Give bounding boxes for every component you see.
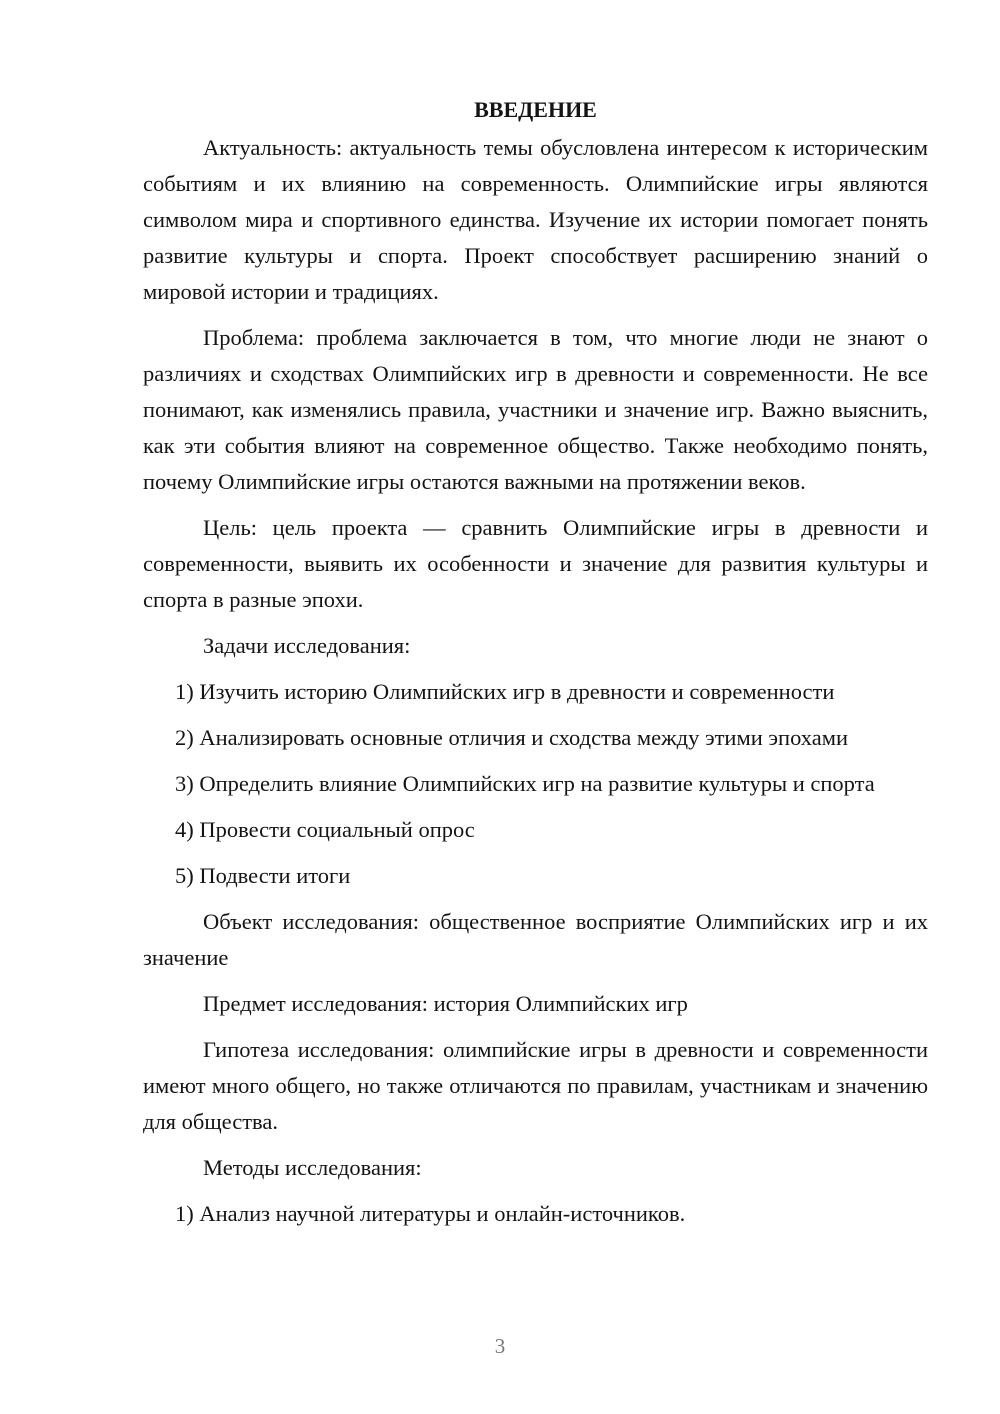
problem-paragraph: Проблема: проблема заключается в том, что многие люди не знают о различиях и сходствах Олимпийских игр в древности и современности. Не все понимают, как изменялись правила, участники и значение игр. Важно выяснить, как эти события влияют на современное общество. Также необходимо понять, почему Олимпийские игры остаются важными на протяжении веков. (143, 325, 928, 494)
object-paragraph: Объект исследования: общественное восприятие Олимпийских игр и их значение (143, 909, 928, 970)
method-item: 1) Анализ научной литературы и онлайн-источников. (175, 1201, 686, 1226)
task-item: 1) Изучить историю Олимпийских игр в древности и современности (175, 679, 835, 704)
task-item: 4) Провести социальный опрос (175, 817, 475, 842)
methods-heading: Методы исследования: (203, 1155, 422, 1180)
section-title: ВВЕДЕНИЕ (474, 97, 597, 122)
document-page (143, 92, 928, 1242)
task-item: 3) Определить влияние Олимпийских игр на развитие культуры и спорта (175, 771, 875, 796)
hypothesis-paragraph: Гипотеза исследования: олимпийские игры в древности и современности имеют много общего, но также отличаются по правилам, участникам и значению для общества. (143, 1037, 928, 1134)
task-item: 5) Подвести итоги (175, 863, 351, 888)
goal-paragraph: Цель: цель проекта — сравнить Олимпийские игры в древности и современности, выявить их особенности и значение для развития культуры и спорта в разные эпохи. (143, 515, 928, 612)
task-item: 2) Анализировать основные отличия и сходства между этими эпохами (175, 725, 848, 750)
page-number: 3 (494, 1334, 506, 1358)
subject-paragraph: Предмет исследования: история Олимпийских игр (203, 991, 688, 1016)
tasks-heading: Задачи исследования: (203, 633, 411, 658)
relevance-paragraph: Актуальность: актуальность темы обусловлена интересом к историческим событиям и их влиянию на современность. Олимпийские игры являются символом мира и спортивного единства. Изучение их истории помогает понять развитие культуры и спорта. Проект способствует расширению знаний о мировой истории и традициях. (143, 135, 928, 304)
